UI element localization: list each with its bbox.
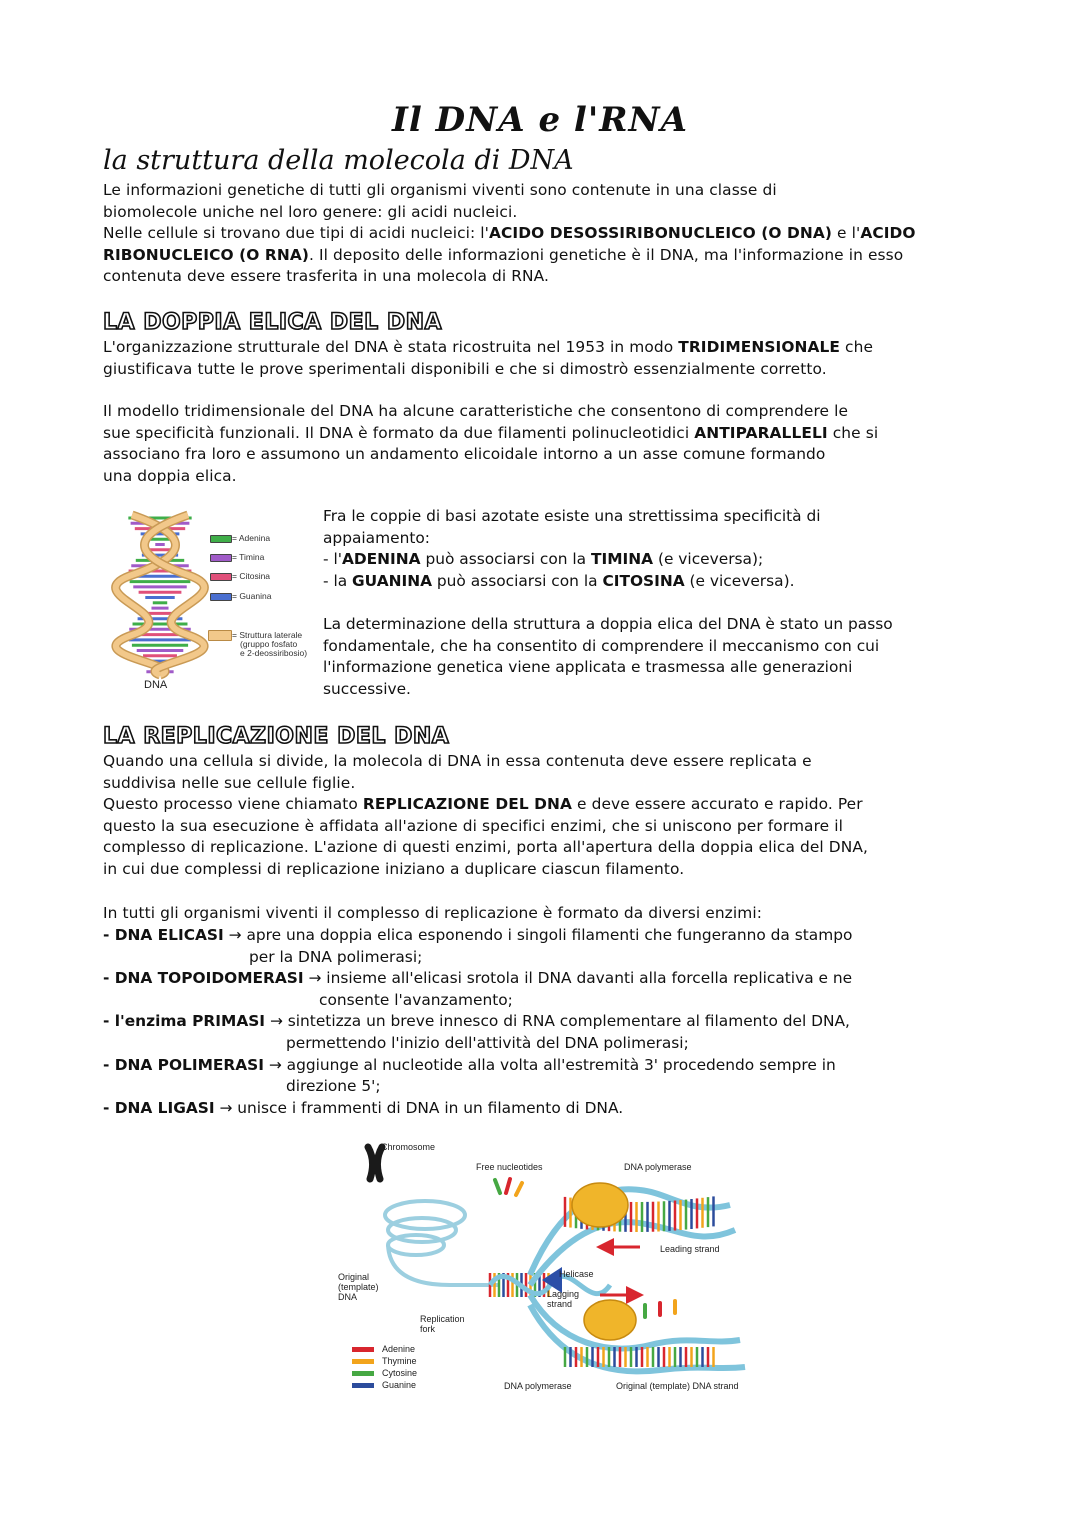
replication-paragraph-2: Questo processo viene chiamato REPLICAZIONE DEL DNA e deve essere accurato e rapido. Per questo la sua esecuzione è affidata all'azione di specifici enzimi, che si uniscono per formare il complesso di replicazione. L'azione di questi enzimi, porta all'apertura della doppia elica del DNA, in cui due complessi di replicazione iniziano a duplicare ciascun filamento. <box>103 795 868 878</box>
legend-swatch-guanina <box>210 593 232 601</box>
intro-line: Le informazioni genetiche di tutti gli organismi viventi sono contenute in una classe di <box>103 181 777 199</box>
enzyme-list-item: - DNA ELICASI → apre una doppia elica esponendo i singoli filamenti che fungeranno da stampo per la DNA polimerasi; <box>103 926 853 966</box>
coiled-dna <box>385 1201 500 1285</box>
enzyme-list-item: - DNA TOPOIDOMERASI → insieme all'elicasi srotola il DNA davanti alla forcella replicativa e ne consente l'avanzamento; <box>103 969 853 1009</box>
dna-polymerase-bottom-icon <box>584 1300 636 1340</box>
intro-paragraph <box>103 180 993 288</box>
dna-helix-figure <box>120 510 200 676</box>
base-pairing-text: Fra le coppie di basi azotate esiste una strettissima specificità di appaiamento: - l'ADENINA può associarsi con la TIMINA (e viceversa); - la GUANINA può associarsi con la CITOSINA (e viceversa). <box>323 507 821 590</box>
replication-paragraph-1: Quando una cellula si divide, la molecola di DNA in essa contenuta deve essere replicata e suddivisa nelle sue cellule figlie. <box>103 752 812 792</box>
enzyme-name: - DNA TOPOIDOMERASI <box>103 969 304 988</box>
label-leading-strand: Leading strand <box>660 1244 720 1254</box>
legend-swatch-citosina <box>210 573 232 581</box>
label-chromosome: Chromosome <box>381 1142 436 1152</box>
intro-line: biomolecole uniche nel loro genere: gli acidi nucleici. <box>103 202 518 221</box>
section-heading-double-helix: LA DOPPIA ELICA DEL DNA <box>103 310 443 335</box>
double-helix-paragraph-2: Il modello tridimensionale del DNA ha alcune caratteristiche che consentono di comprendere le sue specificità funzionali. Il DNA è formato da due filamenti polinucleotidici ANTIPARALLELI che si associano fra loro e assumono un andamento elicoidale intorno a un asse comune formando una doppia elica. <box>103 402 879 485</box>
legend-swatch-cytosine <box>352 1371 374 1376</box>
legend-swatch-adenina <box>210 535 232 543</box>
section-heading-replication: LA REPLICAZIONE DEL DNA <box>103 724 450 749</box>
label-dna-polymerase-bottom: DNA polymerase <box>504 1381 572 1391</box>
legend-swatch-guanine <box>352 1383 374 1388</box>
enzyme-list-item: - l'enzima PRIMASI → sintetizza un breve innesco di RNA complementare al filamento del DNA, permettendo l'inizio dell'attività del DNA polimerasi; <box>103 1012 850 1052</box>
chromosome-icon <box>368 1147 382 1179</box>
label-original-template-strand: Original (template) DNA strand <box>616 1381 739 1391</box>
legend-swatch-thymine <box>352 1359 374 1364</box>
legend-cytosine: Cytosine <box>382 1368 418 1378</box>
label-free-nucleotides: Free nucleotides <box>476 1162 543 1172</box>
enzyme-list-item: - DNA POLIMERASI → aggiunge al nucleotide alla volta all'estremità 3' procedendo sempre in direzione 5'; <box>103 1055 836 1096</box>
dna-polymerase-top-icon <box>572 1183 628 1227</box>
label-lagging-strand: Lagging strand <box>547 1289 580 1309</box>
legend-citosina: = Citosina <box>232 571 271 581</box>
legend-guanine: Guanine <box>382 1380 417 1390</box>
legend-adenina: = Adenina <box>232 533 271 543</box>
legend-swatch-timina <box>210 554 232 562</box>
legend-backbone: = Struttura laterale (gruppo fosfato e 2-deossiribosio) <box>232 630 308 658</box>
legend-adenine: Adenine <box>382 1344 416 1354</box>
label-dna-polymerase-top: DNA polymerase <box>624 1162 692 1172</box>
enzyme-name: - DNA ELICASI <box>103 926 224 944</box>
intro-line: RIBONUCLEICO (O RNA). Il deposito delle informazioni genetiche è il DNA, ma l'informazione in esso <box>103 245 904 264</box>
label-helicase: Helicase <box>559 1269 594 1279</box>
subtitle: la struttura della molecola di DNA <box>103 145 574 176</box>
page-title: Il DNA e l'RNA <box>392 100 688 140</box>
enzyme-list <box>103 925 1003 1119</box>
enzyme-name: - l'enzima PRIMASI <box>103 1012 266 1031</box>
label-original-dna: Original (template) DNA <box>338 1272 379 1302</box>
legend-timina: = Timina <box>232 552 265 562</box>
enzyme-name: - DNA LIGASI <box>103 1098 215 1117</box>
base-pairs <box>128 518 192 672</box>
dna-figure-caption: DNA <box>144 679 168 691</box>
label-replication-fork: Replication fork <box>420 1314 465 1334</box>
double-helix-paragraph-1: L'organizzazione strutturale del DNA è stata ricostruita nel 1953 in modo TRIDIMENSIONALE che giustificava tutte le prove sperimentali disponibili e che si dimostrò essenzialmente corretto. <box>103 338 874 378</box>
intro-line: Nelle cellule si trovano due tipi di acidi nucleici: l'ACIDO DESOSSIRIBONUCLEICO (O DNA) e l'ACIDO <box>103 224 916 243</box>
legend-guanina: = Guanina <box>232 591 272 601</box>
enzyme-list-item: - DNA LIGASI → unisce i frammenti di DNA in un filamento di DNA. <box>103 1098 624 1117</box>
legend-thymine: Thymine <box>382 1356 417 1366</box>
legend-swatch-adenine <box>352 1347 374 1352</box>
enzyme-name: - DNA POLIMERASI <box>103 1055 264 1074</box>
legend-swatch-backbone <box>208 630 232 641</box>
double-helix-significance-text: La determinazione della struttura a doppia elica del DNA è stato un passo fondamentale, che ha consentito di comprendere il meccanismo con cui l'informazione genetica viene applicata e trasmessa alle generazioni successive. <box>323 615 893 698</box>
enzymes-intro: In tutti gli organismi viventi il complesso di replicazione è formato da diversi enzimi: <box>103 904 762 922</box>
intro-line: contenuta deve essere trasferita in una molecola di RNA. <box>103 267 549 286</box>
